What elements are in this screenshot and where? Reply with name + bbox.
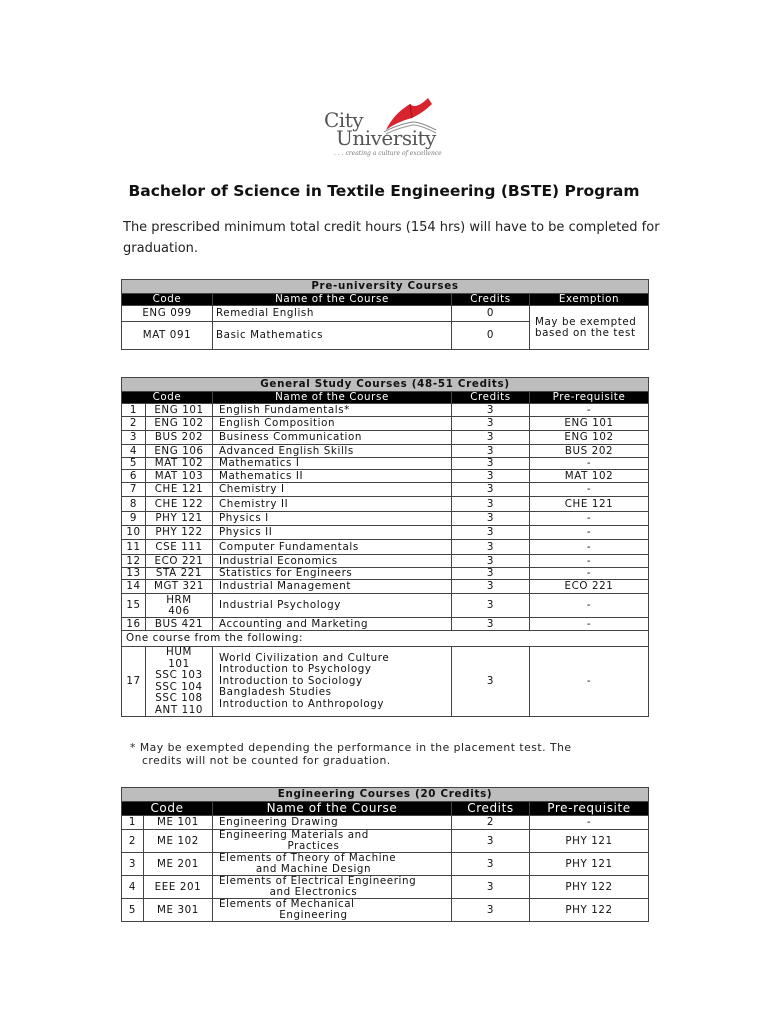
table-row: [122, 497, 649, 512]
page-title: Bachelor of Science in Textile Engineering (BSTE) Program: [128, 182, 640, 200]
row-number: 13: [122, 568, 146, 580]
course-prerequisite: -: [530, 483, 649, 497]
course-prerequisite: ENG 102: [530, 431, 649, 445]
table-row: [122, 816, 649, 830]
row-number: 1: [122, 404, 146, 417]
course-code: CHE 122: [146, 497, 213, 512]
course-code: EEE 201: [144, 876, 213, 899]
column-header: Name of the Course: [213, 294, 452, 306]
course-code: ECO 221: [146, 555, 213, 568]
course-name: Bangladesh Studies: [219, 686, 332, 699]
row-number: 1: [122, 816, 144, 830]
course-credits: 3: [452, 497, 530, 512]
course-name: Industrial Management: [213, 580, 452, 594]
course-credits: 3: [452, 404, 530, 417]
course-name: Mathematics II: [213, 470, 452, 483]
course-prerequisite: CHE 121: [530, 497, 649, 512]
course-prerequisite: PHY 121: [530, 853, 649, 876]
column-header: Code: [122, 802, 213, 816]
course-prerequisite: -: [530, 568, 649, 580]
course-code: MAT 102: [146, 458, 213, 470]
table-row: [122, 404, 649, 417]
course-name: Advanced English Skills: [213, 445, 452, 458]
table-row: [122, 417, 649, 431]
course-code: MAT 091: [122, 322, 213, 350]
course-code: CSE 111: [146, 540, 213, 555]
course-name: Remedial English: [213, 306, 452, 322]
table-row: [122, 647, 649, 717]
course-prerequisite: -: [530, 540, 649, 555]
course-prerequisite: -: [530, 404, 649, 417]
course-credits: 3: [452, 470, 530, 483]
column-header: Credits: [452, 392, 530, 404]
row-number: 11: [122, 540, 146, 555]
column-header: Credits: [452, 802, 530, 816]
course-name-line: Elements of Theory of Machine: [219, 852, 397, 864]
course-name-list: [213, 647, 452, 717]
table-row: [122, 512, 649, 526]
course-name: English Fundamentals*: [213, 404, 452, 417]
course-name: Introduction to Psychology: [219, 663, 372, 676]
logo-city-text: City: [324, 108, 364, 132]
row-number: 5: [122, 899, 144, 922]
course-code: ME 201: [144, 853, 213, 876]
table-caption: Pre-university Courses: [122, 280, 649, 294]
course-name: Computer Fundamentals: [213, 540, 452, 555]
table-row: [122, 580, 649, 594]
logo-university-text: University: [336, 126, 436, 150]
course-code: ME 301: [144, 899, 213, 922]
course-credits: 3: [452, 568, 530, 580]
course-prerequisite: -: [530, 458, 649, 470]
table-row: [122, 540, 649, 555]
logo-tagline: . . . creating a culture of excellence: [334, 150, 442, 157]
course-prerequisite: -: [530, 526, 649, 540]
table-caption: General Study Courses (48-51 Credits): [122, 378, 649, 392]
table-row: [122, 618, 649, 631]
course-code: ME 101: [144, 816, 213, 830]
row-number: 2: [122, 417, 146, 431]
table-row: [122, 853, 649, 876]
table-row: [122, 470, 649, 483]
table-row: [122, 876, 649, 899]
course-name: Industrial Economics: [213, 555, 452, 568]
course-name-line: Engineering Materials and: [219, 829, 369, 841]
row-number: 7: [122, 483, 146, 497]
course-code: SSC 108: [155, 692, 203, 704]
course-credits: 3: [452, 618, 530, 631]
course-name: English Composition: [213, 417, 452, 431]
course-code: BUS 202: [146, 431, 213, 445]
course-name: Physics II: [213, 526, 452, 540]
row-number: 2: [122, 830, 144, 853]
row-number: 5: [122, 458, 146, 470]
course-credits: 3: [452, 647, 530, 717]
choice-label: One course from the following:: [122, 631, 649, 647]
exemption-note: May be exempted based on the test: [530, 306, 649, 350]
course-name: [213, 876, 452, 899]
column-header: Name of the Course: [213, 802, 452, 816]
column-header: Credits: [452, 294, 530, 306]
row-number: 4: [122, 876, 144, 899]
table-row: [122, 555, 649, 568]
row-number: 12: [122, 555, 146, 568]
footnote: [130, 741, 650, 767]
course-prerequisite: -: [530, 816, 649, 830]
row-number: 15: [122, 594, 146, 618]
course-code-list: [146, 647, 213, 717]
course-code: SSC 103: [155, 669, 203, 681]
course-credits: 3: [452, 431, 530, 445]
row-number: 4: [122, 445, 146, 458]
course-code: MGT 321: [146, 580, 213, 594]
course-code: MAT 103: [146, 470, 213, 483]
column-header: Pre-requisite: [530, 392, 649, 404]
course-credits: 3: [452, 512, 530, 526]
course-code: ANT 110: [154, 703, 204, 716]
course-code: ENG 106: [146, 445, 213, 458]
course-name-line: and Electronics: [269, 886, 358, 898]
course-name: Industrial Psychology: [213, 594, 452, 618]
course-prerequisite: -: [530, 512, 649, 526]
table-row: [122, 526, 649, 540]
course-name: Accounting and Marketing: [213, 618, 452, 631]
university-logo: [322, 96, 462, 162]
course-name: [213, 816, 452, 830]
course-code: CHE 121: [146, 483, 213, 497]
course-name: [213, 899, 452, 922]
course-name-line: Elements of Electrical Engineering: [219, 875, 417, 887]
row-number: 8: [122, 497, 146, 512]
course-credits: 3: [452, 580, 530, 594]
course-credits: 0: [452, 306, 530, 322]
general-study-table: [121, 377, 649, 717]
course-name: Business Communication: [213, 431, 452, 445]
intro-paragraph: The prescribed minimum total credit hours (154 hrs) will have to be completed for graduation.: [123, 220, 660, 256]
table-row: [122, 830, 649, 853]
course-prerequisite: -: [530, 555, 649, 568]
row-number: 3: [122, 431, 146, 445]
column-header: Pre-requisite: [530, 802, 649, 816]
course-credits: 3: [452, 594, 530, 618]
row-number: 9: [122, 512, 146, 526]
course-code: ENG 101: [146, 404, 213, 417]
course-prerequisite: ECO 221: [530, 580, 649, 594]
course-credits: 3: [452, 417, 530, 431]
course-name: [213, 830, 452, 853]
course-credits: 2: [452, 816, 530, 830]
table-row: [122, 568, 649, 580]
table-row: [122, 631, 649, 647]
course-credits: 3: [452, 483, 530, 497]
course-credits: 3: [452, 555, 530, 568]
course-name: [213, 853, 452, 876]
course-code: ENG 099: [122, 306, 213, 322]
course-credits: 3: [452, 899, 530, 922]
table-row: [122, 483, 649, 497]
table-row: [122, 306, 649, 322]
column-header: Exemption: [530, 294, 649, 306]
course-credits: 3: [452, 876, 530, 899]
table-caption: Engineering Courses (20 Credits): [122, 788, 649, 802]
course-name: Basic Mathematics: [213, 322, 452, 350]
course-name-line: Practices: [287, 840, 340, 852]
course-prerequisite: PHY 122: [530, 899, 649, 922]
table-row: [122, 431, 649, 445]
course-code: ME 102: [144, 830, 213, 853]
course-prerequisite: -: [530, 618, 649, 631]
row-number: 16: [122, 618, 146, 631]
course-prerequisite: -: [530, 647, 649, 717]
table-row: [122, 594, 649, 618]
row-number: 14: [122, 580, 146, 594]
table-row: [122, 445, 649, 458]
table-row: [122, 899, 649, 922]
course-prerequisite: PHY 122: [530, 876, 649, 899]
course-prerequisite: PHY 121: [530, 830, 649, 853]
course-code: HUM 101: [166, 646, 192, 670]
course-credits: 3: [452, 853, 530, 876]
course-prerequisite: -: [530, 594, 649, 618]
row-number: 10: [122, 526, 146, 540]
course-code: BUS 421: [146, 618, 213, 631]
course-credits: 3: [452, 830, 530, 853]
column-header: Code: [122, 294, 213, 306]
course-name: Introduction to Anthropology: [219, 697, 385, 710]
course-prerequisite: BUS 202: [530, 445, 649, 458]
course-name: World Civilization and Culture: [219, 651, 390, 664]
footnote-line: credits will not be counted for graduation.: [142, 754, 391, 767]
row-number: 17: [122, 647, 146, 717]
course-name: Statistics for Engineers: [213, 568, 452, 580]
course-name-line: Elements of Mechanical: [219, 898, 355, 910]
course-credits: 3: [452, 526, 530, 540]
course-name-line: Engineering Drawing: [219, 816, 339, 828]
row-number: 3: [122, 853, 144, 876]
course-prerequisite: MAT 102: [530, 470, 649, 483]
engineering-table: [121, 787, 649, 922]
course-code: STA 221: [146, 568, 213, 580]
column-header: Code: [122, 392, 213, 404]
course-credits: 3: [452, 458, 530, 470]
pre-university-table: [121, 279, 649, 350]
course-name: Chemistry II: [213, 497, 452, 512]
course-code: PHY 122: [146, 526, 213, 540]
course-name: Chemistry I: [213, 483, 452, 497]
course-code: PHY 121: [146, 512, 213, 526]
table-row: [122, 458, 649, 470]
course-code: ENG 102: [146, 417, 213, 431]
footnote-line: * May be exempted depending the performance in the placement test. The: [130, 741, 572, 754]
course-code: SSC 104: [155, 680, 203, 693]
course-code: HRM 406: [146, 594, 213, 618]
course-prerequisite: ENG 101: [530, 417, 649, 431]
course-name: Physics I: [213, 512, 452, 526]
course-credits: 3: [452, 540, 530, 555]
course-name-line: Engineering: [279, 909, 348, 921]
course-credits: 0: [452, 322, 530, 350]
course-name-line: and Machine Design: [255, 863, 372, 875]
course-name: Introduction to Sociology: [219, 674, 363, 687]
row-number: 6: [122, 470, 146, 483]
column-header: Name of the Course: [213, 392, 452, 404]
course-name: Mathematics I: [213, 458, 452, 470]
course-credits: 3: [452, 445, 530, 458]
